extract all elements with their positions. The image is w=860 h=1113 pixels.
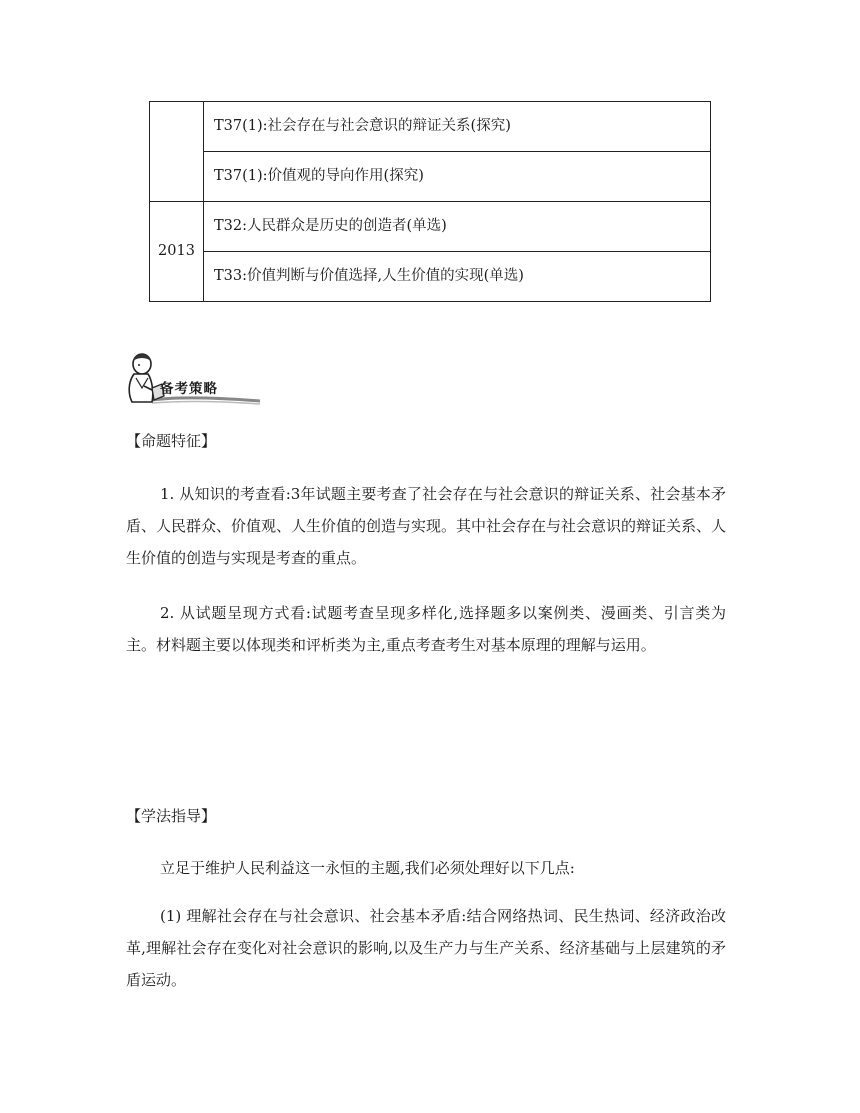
topic-cell: T37(1):价值观的导向作用(探究) [204, 152, 711, 202]
banner-title: 备考策略 [160, 381, 218, 397]
guidance-paragraph-2: (1) 理解社会存在与社会意识、社会基本矛盾:结合网络热词、民生热词、经济政治改革,理解社会存在变化对社会意识的影响,以及生产力与生产关系、经济基础与上层建筑的矛盾运动。 [126, 907, 726, 989]
features-paragraph-2: 2. 从试题呈现方式看:试题考查呈现多样化,选择题多以案例类、漫画类、引言类为主。材料题主要以体现类和评析类为主,重点考查考生对基本原理的理解与运用。 [126, 604, 726, 654]
exam-topics-table [149, 101, 711, 302]
features-heading: 【命题特征】 [126, 432, 217, 450]
table-row [150, 102, 711, 152]
guidance-paragraph-1: 立足于维护人民利益这一永恒的主题,我们必须处理好以下几点: [160, 859, 575, 877]
topic-cell: T37(1):社会存在与社会意识的辩证关系(探究) [204, 102, 711, 152]
guidance-heading: 【学法指导】 [126, 807, 217, 825]
table-row [150, 202, 711, 252]
table-row [150, 252, 711, 302]
features-paragraph-1: 1. 从知识的考查看:3年试题主要考查了社会存在与社会意识的辩证关系、社会基本矛盾、人民群众、价值观、人生价值的创造与实现。其中社会存在与社会意识的辩证关系、人生价值的创造与实现是考查的重点。 [126, 485, 727, 567]
year-cell-blank [150, 102, 204, 202]
year-cell: 2013 [150, 202, 204, 302]
table-row [150, 152, 711, 202]
topic-cell: T33:价值判断与价值选择,人生价值的实现(单选) [204, 252, 711, 302]
section-banner [122, 348, 262, 408]
topic-cell: T32:人民群众是历史的创造者(单选) [204, 202, 711, 252]
